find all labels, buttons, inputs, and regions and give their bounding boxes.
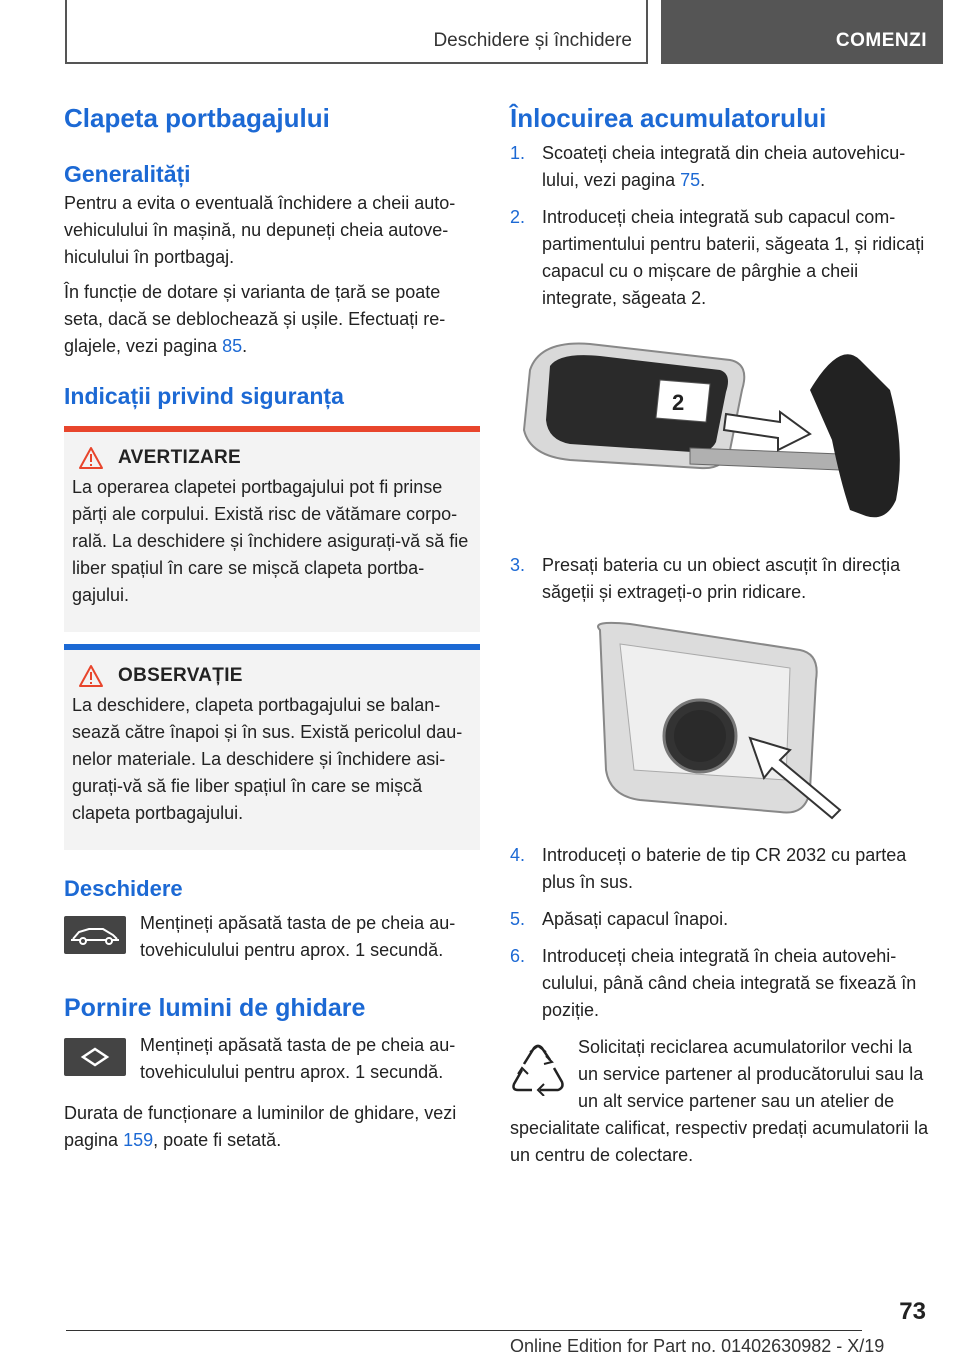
heading-guide-lights: Pornire lumini de ghidare bbox=[64, 994, 366, 1022]
step-number: 3. bbox=[510, 555, 526, 575]
step-4 bbox=[510, 842, 930, 896]
page-link-159[interactable]: 159 bbox=[123, 1130, 154, 1150]
note-text: La deschidere, clapeta portbagajului se balansează către înapoi și în sus. Există pericolul daunelor materiale. La deschidere și închidere asigurați-vă să fie liber spațiul în care se mișcă clapeta portbagajului. bbox=[72, 695, 463, 823]
warning-title: AVERTIZARE bbox=[118, 447, 241, 468]
step-text: Introduceți o baterie de tip CR 2032 cu partea plus în sus. bbox=[542, 845, 907, 892]
lights-text: Mențineți apăsată tasta de pe cheia autovehiculului pentru aprox. 1 secundă. bbox=[140, 1035, 456, 1082]
steps-list-c bbox=[510, 842, 930, 1024]
warning-header bbox=[78, 446, 472, 470]
page-link-75[interactable]: 75 bbox=[680, 170, 701, 190]
step-text: Introduceți cheia integrată în cheia autovehiculului, până când cheia integrată se fixează în poziție. bbox=[542, 946, 917, 1020]
right-column bbox=[510, 100, 930, 1169]
step-5 bbox=[510, 906, 930, 933]
heading-open: Deschidere bbox=[64, 876, 183, 901]
step-number: 1. bbox=[510, 143, 526, 163]
key-cover-illustration bbox=[510, 330, 930, 530]
step-number: 5. bbox=[510, 909, 526, 929]
step-number: 2. bbox=[510, 207, 526, 227]
para-duration-text: Durata de funcționare a luminilor de ghidare, vezi pagina bbox=[64, 1103, 457, 1150]
recycle-text: Solicitați reciclarea acumulatorilor vechi la un service partener al producătorului sau la un alt service partener sau un atelier de specialitate calificat, respectiv predați acumulatorii la un centru de colectare. bbox=[510, 1037, 929, 1165]
car-trunk-button-icon bbox=[64, 916, 126, 954]
recycle-note bbox=[510, 1034, 930, 1169]
arrow-2-label: 2 bbox=[672, 390, 685, 415]
figure-battery-removal bbox=[510, 620, 930, 820]
open-text: Mențineți apăsată tasta de pe cheia autovehiculului pentru aprox. 1 secundă. bbox=[140, 913, 456, 960]
step-text: Scoateți cheia integrată din cheia autovehiculului, vezi pagina bbox=[542, 143, 906, 190]
warning-text: La operarea clapetei portbagajului pot fi prinse părți ale corpului. Există risc de vătămare corporală. La deschidere și închidere asigurați-vă să fie liber spațiul în care se mișcă clapeta portbagajului. bbox=[72, 477, 469, 605]
footer-edition: Online Edition for Part no. 01402630982 - X/19 bbox=[510, 1336, 885, 1356]
left-column bbox=[64, 100, 480, 1154]
footer-divider bbox=[66, 1330, 862, 1331]
page-link-85[interactable]: 85 bbox=[222, 336, 243, 356]
warning-box bbox=[64, 426, 480, 632]
para-general-2-end: . bbox=[242, 336, 248, 356]
figure-key-cover-removal bbox=[510, 330, 930, 530]
header-chapter-box bbox=[661, 0, 943, 64]
heading-general: Generalități bbox=[64, 161, 191, 187]
step-text: Introduceți cheia integrată sub capacul compartimentului pentru baterii, săgeata 1, și ridicați capacul cu o mișcare de pârghie a cheii integrate, săgeata 2. bbox=[542, 207, 925, 308]
para-general-2 bbox=[64, 279, 480, 360]
step-2 bbox=[510, 204, 930, 312]
warning-triangle-icon bbox=[78, 446, 104, 470]
header-section-box bbox=[65, 0, 648, 64]
steps-list-b bbox=[510, 552, 930, 606]
caution-triangle-icon bbox=[78, 664, 104, 688]
steps-list-a bbox=[510, 140, 930, 312]
page-number: 73 bbox=[899, 1298, 926, 1325]
para-general-2-text: În funcție de dotare și varianta de țară se poate seta, dacă se deblochează și ușile. Efectuați reglajele, vezi pagina bbox=[64, 282, 446, 356]
note-title: OBSERVAȚIE bbox=[118, 665, 243, 686]
header-chapter-title: COMENZI bbox=[835, 30, 927, 51]
para-duration-end: , poate fi setată. bbox=[153, 1130, 282, 1150]
step-text: Apăsați capacul înapoi. bbox=[542, 909, 729, 929]
step-number: 6. bbox=[510, 946, 526, 966]
lights-instruction bbox=[64, 1032, 480, 1086]
heading-tailgate: Clapeta portbagajului bbox=[64, 103, 330, 133]
recycle-icon bbox=[510, 1044, 566, 1096]
step-text: Presați bateria cu un obiect ascuțit în direcția săgeții și extrageți-o prin ridicare. bbox=[542, 555, 901, 602]
heading-safety: Indicații privind siguranța bbox=[64, 383, 344, 409]
step-number: 4. bbox=[510, 845, 526, 865]
note-header bbox=[78, 664, 472, 688]
para-duration bbox=[64, 1100, 480, 1154]
step-3 bbox=[510, 552, 930, 606]
guide-light-button-icon bbox=[64, 1038, 126, 1076]
open-instruction bbox=[64, 910, 480, 964]
heading-battery: Înlocuirea acumulatorului bbox=[510, 103, 827, 133]
header-section-title: Deschidere și închidere bbox=[433, 30, 632, 51]
note-box bbox=[64, 644, 480, 850]
para-general-1: Pentru a evita o eventuală închidere a cheii autovehiculului în mașină, nu depuneți cheia autovehiculului în portbagaj. bbox=[64, 193, 456, 267]
step-6 bbox=[510, 943, 930, 1024]
battery-compartment-illustration bbox=[510, 620, 930, 820]
step-text-end: . bbox=[700, 170, 706, 190]
step-1 bbox=[510, 140, 930, 194]
